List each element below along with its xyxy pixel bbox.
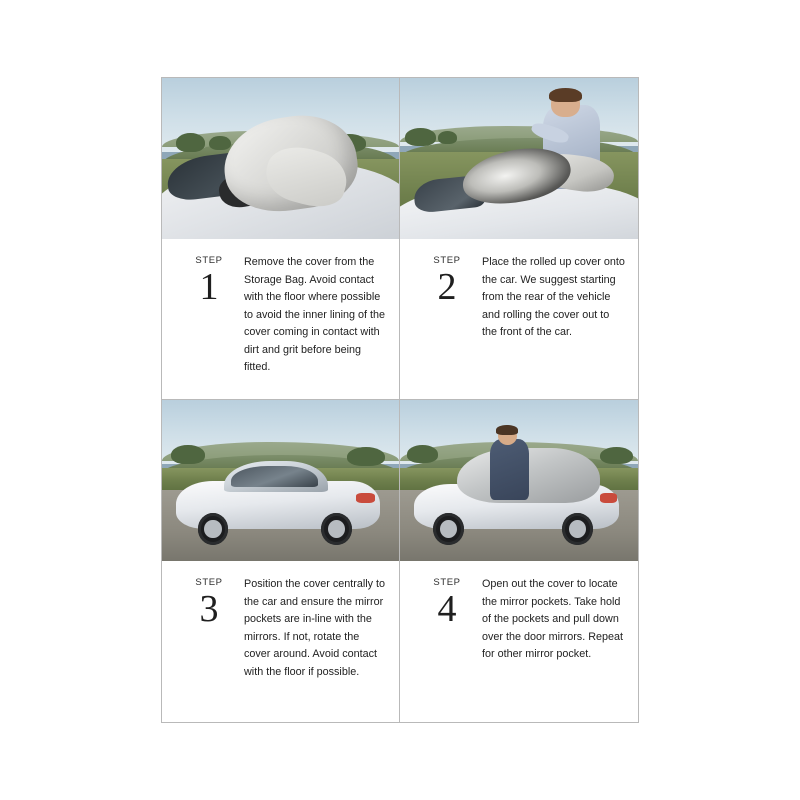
step-4-label: STEP <box>433 577 461 588</box>
step-4-number: 4 <box>437 588 457 630</box>
step-2-text: Place the rolled up cover onto the car. We suggest starting from the rear of the vehicle and rolling the cover out to the front of the car. <box>482 256 625 338</box>
steps-grid <box>161 77 639 723</box>
step-3-marker <box>176 575 242 712</box>
step-card-2 <box>400 78 638 400</box>
step-1-marker <box>176 253 242 389</box>
step-1-caption <box>162 239 399 399</box>
step-card-4 <box>400 400 638 722</box>
step-1-label: STEP <box>195 255 223 266</box>
step-2-label: STEP <box>433 255 461 266</box>
step-2-marker <box>414 253 480 389</box>
step-3-label: STEP <box>195 577 223 588</box>
step-3-photo <box>162 400 399 561</box>
step-4-photo <box>400 400 638 561</box>
step-3-text: Position the cover centrally to the car and ensure the mirror pockets are in-line with the mirrors. If not, rotate the cover around. Avoid contact with the floor if possible. <box>244 578 386 678</box>
step-3-caption <box>162 561 399 722</box>
step-2-caption <box>400 239 638 399</box>
step-4-caption <box>400 561 638 722</box>
step-card-1 <box>162 78 400 400</box>
step-card-3 <box>162 400 400 722</box>
step-2-number: 2 <box>437 266 457 308</box>
step-3-number: 3 <box>199 588 219 630</box>
step-4-text: Open out the cover to locate the mirror pockets. Take hold of the pockets and pull down over the door mirrors. Repeat for other mirror pocket. <box>482 578 624 660</box>
step-1-photo <box>162 78 399 239</box>
step-2-photo <box>400 78 638 239</box>
step-1-text: Remove the cover from the Storage Bag. Avoid contact with the floor where possible to avoid the inner lining of the cover coming in contact with dirt and grit before being fitted. <box>244 256 386 373</box>
step-1-number: 1 <box>199 266 219 308</box>
step-4-marker <box>414 575 480 712</box>
